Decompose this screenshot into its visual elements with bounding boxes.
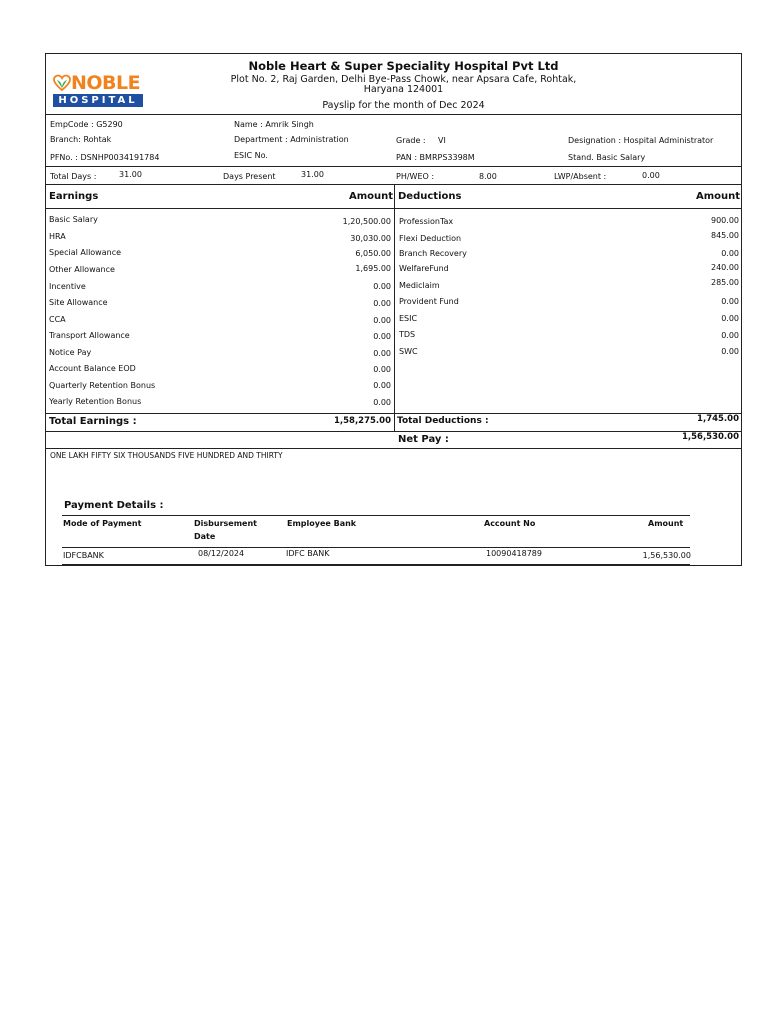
earning-amount: 1,20,500.00	[342, 217, 391, 226]
stand-basic-salary: Stand. Basic Salary	[568, 153, 646, 162]
earning-amount: 0.00	[373, 332, 391, 341]
earning-label: Site Allowance	[49, 298, 108, 307]
earning-amount: 0.00	[373, 398, 391, 407]
earning-label: Incentive	[49, 282, 86, 291]
deduction-label: SWC	[399, 347, 418, 356]
emp-branch: Branch: Rohtak	[50, 135, 112, 144]
earning-label: Quarterly Retention Bonus	[49, 381, 156, 390]
days-present-value: 31.00	[301, 170, 324, 179]
earning-label: Account Balance EOD	[49, 364, 136, 373]
lwp-value: 0.00	[642, 171, 660, 180]
emp-pan: PAN : BMRPS3398M	[396, 153, 475, 162]
total-deductions-label: Total Deductions :	[397, 416, 489, 426]
earning-label: Basic Salary	[49, 215, 98, 224]
deduction-amount: 240.00	[711, 263, 739, 272]
address-line-1: Plot No. 2, Raj Garden, Delhi Bye-Pass Chowk, near Apsara Cafe, Rohtak,	[230, 74, 577, 85]
deduction-label: Flexi Deduction	[399, 234, 462, 243]
deduction-amount: 285.00	[711, 278, 739, 287]
payment-bank: IDFC BANK	[286, 549, 330, 558]
grade-value: VI	[438, 136, 446, 145]
grade-label: Grade :	[396, 136, 426, 145]
amount-header: Amount	[648, 519, 684, 528]
account-no-header: Account No	[484, 519, 536, 528]
payment-date: 08/12/2024	[198, 549, 245, 558]
net-pay-label: Net Pay :	[398, 434, 449, 445]
earning-amount: 0.00	[373, 282, 391, 291]
net-pay-in-words: ONE LAKH FIFTY SIX THOUSANDS FIVE HUNDRED AND THIRTY	[50, 451, 283, 460]
mode-of-payment-header: Mode of Payment	[63, 519, 142, 528]
company-name: Noble Heart & Super Speciality Hospital Pvt Ltd	[248, 59, 559, 73]
divider	[46, 114, 741, 115]
deduction-label: Mediclaim	[399, 281, 440, 290]
divider	[46, 431, 741, 432]
deduction-amount: 0.00	[721, 297, 739, 306]
employee-bank-header: Employee Bank	[287, 519, 357, 528]
earning-amount: 0.00	[373, 349, 391, 358]
column-divider	[394, 184, 395, 432]
emp-code: EmpCode : G5290	[50, 120, 123, 129]
net-pay-value: 1,56,530.00	[681, 432, 739, 442]
earning-label: Transport Allowance	[49, 331, 130, 340]
deduction-label: ESIC	[399, 314, 418, 323]
logo-subtitle: HOSPITAL	[53, 94, 143, 107]
divider	[46, 166, 741, 167]
payslip-month: Payslip for the month of Dec 2024	[322, 100, 485, 111]
emp-esic: ESIC No.	[234, 151, 268, 160]
earning-label: CCA	[49, 315, 66, 324]
address-line-2: Haryana 124001	[363, 84, 444, 95]
payslip	[45, 53, 742, 566]
deduction-amount: 0.00	[721, 347, 739, 356]
payment-amount: 1,56,530.00	[642, 551, 691, 560]
emp-name: Name : Amrik Singh	[234, 120, 314, 129]
deduction-amount: 845.00	[711, 231, 739, 240]
divider	[62, 564, 690, 565]
earning-amount: 6,050.00	[355, 249, 391, 258]
earnings-heading: Earnings	[49, 191, 99, 202]
divider	[62, 547, 690, 548]
phweo-value: 8.00	[479, 172, 497, 181]
disbursement-date-header: Date	[194, 532, 216, 541]
phweo-label: PH/WEO :	[396, 172, 435, 181]
earnings-amount-heading: Amount	[349, 191, 394, 202]
deduction-amount: 0.00	[721, 314, 739, 323]
earning-label: Special Allowance	[49, 248, 122, 257]
payment-details-title: Payment Details :	[64, 500, 164, 511]
earning-amount: 0.00	[373, 365, 391, 374]
deduction-amount: 0.00	[721, 249, 739, 258]
earning-label: Yearly Retention Bonus	[49, 397, 142, 406]
earning-label: Notice Pay	[49, 348, 92, 357]
total-earnings-label: Total Earnings :	[49, 416, 137, 427]
divider	[62, 515, 690, 516]
deductions-heading: Deductions	[398, 191, 462, 202]
payment-mode: IDFCBANK	[63, 551, 104, 560]
emp-designation: Designation : Hospital Administrator	[568, 136, 714, 145]
earning-amount: 1,695.00	[355, 264, 391, 273]
earning-amount: 0.00	[373, 316, 391, 325]
deduction-amount: 900.00	[711, 216, 739, 225]
earning-amount: 0.00	[373, 299, 391, 308]
lwp-label: LWP/Absent :	[554, 172, 607, 181]
deductions-amount-heading: Amount	[696, 191, 741, 202]
days-present-label: Days Present	[223, 172, 276, 181]
total-deductions-value: 1,745.00	[697, 414, 739, 424]
payment-account-no: 10090418789	[486, 549, 542, 558]
earning-label: Other Allowance	[49, 265, 115, 274]
emp-pfno: PFNo. : DSNHP0034191784	[50, 153, 160, 162]
deduction-label: Provident Fund	[399, 297, 459, 306]
deduction-label: ProfessionTax	[399, 217, 454, 226]
total-earnings-value: 1,58,275.00	[333, 416, 391, 426]
logo-wordmark: NOBLE	[71, 72, 141, 94]
total-days-label: Total Days :	[50, 172, 97, 181]
deduction-amount: 0.00	[721, 331, 739, 340]
disbursement-header: Disbursement	[194, 519, 257, 528]
earning-label: HRA	[49, 232, 66, 241]
deduction-label: Branch Recovery	[399, 249, 467, 258]
total-days-value: 31.00	[119, 170, 142, 179]
earning-amount: 0.00	[373, 381, 391, 390]
emp-department: Department : Administration	[234, 135, 349, 144]
deduction-label: TDS	[399, 330, 416, 339]
divider	[46, 448, 741, 449]
deduction-label: WelfareFund	[399, 264, 449, 273]
earning-amount: 30,030.00	[350, 234, 391, 243]
divider	[46, 413, 741, 414]
